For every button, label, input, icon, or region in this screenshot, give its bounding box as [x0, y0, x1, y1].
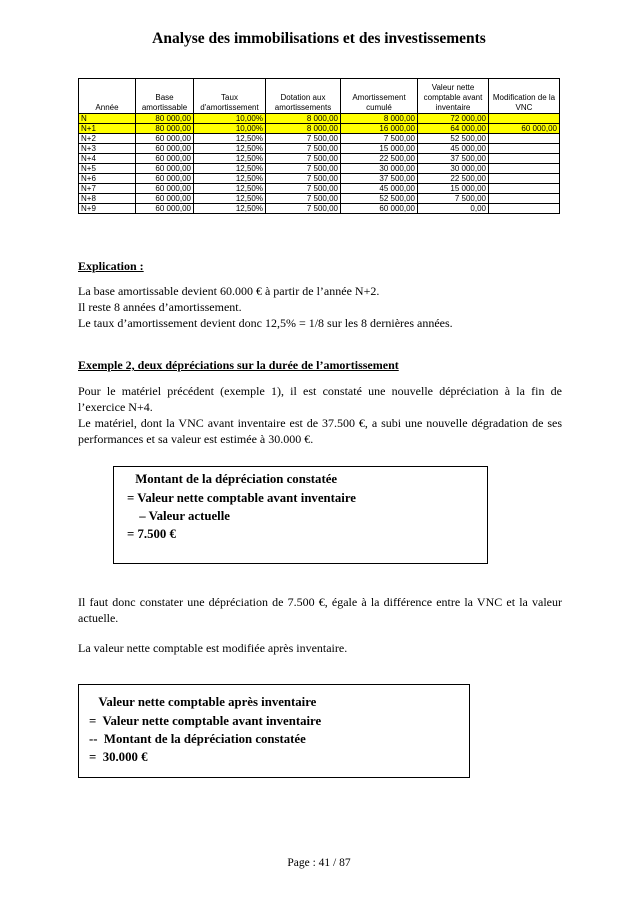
table-cell — [489, 134, 560, 144]
table-cell: 7 500,00 — [266, 164, 341, 174]
table-cell: 7 500,00 — [266, 134, 341, 144]
table-cell — [489, 174, 560, 184]
conclusion-paragraph: Il faut donc constater une dépréciation de 7.500 €, égale à la différence entre la VNC et la valeur actuelle. — [78, 595, 562, 625]
table-row — [79, 144, 560, 154]
table-cell: 64 000,00 — [418, 124, 489, 134]
table-cell: 12,50% — [194, 174, 266, 184]
column-header: Taux d'amortissement — [194, 79, 266, 114]
table-cell: 37 500,00 — [418, 154, 489, 164]
table-cell: 8 000,00 — [266, 124, 341, 134]
table-cell: N+4 — [79, 154, 136, 164]
table-cell: 60 000,00 — [136, 154, 194, 164]
table-row — [79, 204, 560, 214]
table-cell: 60 000,00 — [136, 134, 194, 144]
formula-line: = 30.000 € — [89, 750, 148, 764]
table-row — [79, 174, 560, 184]
table-cell: 12,50% — [194, 204, 266, 214]
table-cell: 10,00% — [194, 124, 266, 134]
table-cell: 12,50% — [194, 164, 266, 174]
column-header: Dotation aux amortissements — [266, 79, 341, 114]
table-cell: 22 500,00 — [341, 154, 418, 164]
formula-box-depreciation — [113, 466, 488, 564]
table-cell: 7 500,00 — [266, 154, 341, 164]
table-cell: N+9 — [79, 204, 136, 214]
table-cell: 7 500,00 — [266, 194, 341, 204]
table-cell: 52 500,00 — [418, 134, 489, 144]
table-cell: 12,50% — [194, 144, 266, 154]
table-cell: N+5 — [79, 164, 136, 174]
formula-line: = Valeur nette comptable avant inventaire — [127, 491, 356, 505]
table-cell: 7 500,00 — [266, 184, 341, 194]
table-cell: 60 000,00 — [136, 184, 194, 194]
table-cell — [489, 114, 560, 124]
table-cell: 8 000,00 — [341, 114, 418, 124]
table-cell: 12,50% — [194, 184, 266, 194]
table-cell: 7 500,00 — [266, 144, 341, 154]
table-cell: 45 000,00 — [418, 144, 489, 154]
formula-line: = 7.500 € — [127, 527, 176, 541]
formula-box-vnc — [78, 684, 470, 778]
table-cell: 37 500,00 — [341, 174, 418, 184]
table-cell: 7 500,00 — [418, 194, 489, 204]
exemple2-paragraph: Le matériel, dont la VNC avant inventaire est de 37.500 €, a subi une nouvelle dégradation de ses performances et sa valeur est estimée à 30.000 €. — [78, 416, 562, 446]
table-cell: 22 500,00 — [418, 174, 489, 184]
table-row — [79, 134, 560, 144]
table-cell: 60 000,00 — [136, 174, 194, 184]
table-cell: N+8 — [79, 194, 136, 204]
table-cell: 12,50% — [194, 154, 266, 164]
table-cell: N+1 — [79, 124, 136, 134]
table-cell: 12,50% — [194, 134, 266, 144]
table-row — [79, 184, 560, 194]
table-row — [79, 194, 560, 204]
table-cell — [489, 184, 560, 194]
table-cell: 80 000,00 — [136, 114, 194, 124]
table-cell: 8 000,00 — [266, 114, 341, 124]
table-row — [79, 124, 560, 134]
table-cell: 10,00% — [194, 114, 266, 124]
table-cell — [489, 144, 560, 154]
explication-line: La base amortissable devient 60.000 € à partir de l’année N+2. — [78, 284, 380, 298]
table-row — [79, 154, 560, 164]
table-cell: 60 000,00 — [136, 164, 194, 174]
table-cell: N+3 — [79, 144, 136, 154]
formula-line: -- Montant de la dépréciation constatée — [89, 732, 306, 746]
table-header-row — [79, 79, 560, 114]
table-cell: 30 000,00 — [418, 164, 489, 174]
table-cell: 16 000,00 — [341, 124, 418, 134]
table-cell: N+6 — [79, 174, 136, 184]
table-cell: 7 500,00 — [266, 174, 341, 184]
explication-line: Il reste 8 années d’amortissement. — [78, 300, 242, 314]
table-row — [79, 164, 560, 174]
table-cell: N+7 — [79, 184, 136, 194]
table-cell: 30 000,00 — [341, 164, 418, 174]
table-cell: 60 000,00 — [136, 204, 194, 214]
table-cell: 52 500,00 — [341, 194, 418, 204]
table-cell — [489, 194, 560, 204]
exemple2-heading: Exemple 2, deux dépréciations sur la durée de l’amortissement — [78, 358, 399, 372]
table-cell: 60 000,00 — [136, 144, 194, 154]
table-cell: 0,00 — [418, 204, 489, 214]
column-header: Année — [79, 79, 136, 114]
table-cell: 12,50% — [194, 194, 266, 204]
page-number: Page : 41 / 87 — [287, 857, 351, 869]
column-header: Base amortissable — [136, 79, 194, 114]
table-row — [79, 114, 560, 124]
vnc-paragraph: La valeur nette comptable est modifiée après inventaire. — [78, 641, 348, 655]
table-cell: 7 500,00 — [341, 134, 418, 144]
table-cell — [489, 164, 560, 174]
table-cell: 7 500,00 — [266, 204, 341, 214]
explication-heading: Explication : — [78, 259, 144, 273]
table-cell — [489, 204, 560, 214]
table-cell: 72 000,00 — [418, 114, 489, 124]
table-cell: N+2 — [79, 134, 136, 144]
amortization-table — [78, 78, 560, 214]
table-cell: 80 000,00 — [136, 124, 194, 134]
page-title: Analyse des immobilisations et des investissements — [152, 30, 486, 47]
column-header: Modification de la VNC — [489, 79, 560, 114]
column-header: Amortissement cumulé — [341, 79, 418, 114]
table-cell: 60 000,00 — [489, 124, 560, 134]
column-header: Valeur nette comptable avant inventaire — [418, 79, 489, 114]
explication-line: Le taux d’amortissement devient donc 12,5% = 1/8 sur les 8 dernières années. — [78, 316, 453, 330]
table-cell: 60 000,00 — [341, 204, 418, 214]
formula-line: = Valeur nette comptable avant inventaire — [89, 714, 322, 728]
table-cell: 15 000,00 — [341, 144, 418, 154]
formula-line: Valeur nette comptable après inventaire — [89, 695, 317, 709]
table-cell: 45 000,00 — [341, 184, 418, 194]
table-cell — [489, 154, 560, 164]
table-cell: 15 000,00 — [418, 184, 489, 194]
exemple2-paragraph: Pour le matériel précédent (exemple 1), il est constaté une nouvelle dépréciation à la fin de l’exercice N+4. — [78, 384, 562, 414]
table-cell: 60 000,00 — [136, 194, 194, 204]
formula-line: – Valeur actuelle — [136, 509, 230, 523]
formula-line: Montant de la dépréciation constatée — [132, 472, 338, 486]
table-cell: N — [79, 114, 136, 124]
